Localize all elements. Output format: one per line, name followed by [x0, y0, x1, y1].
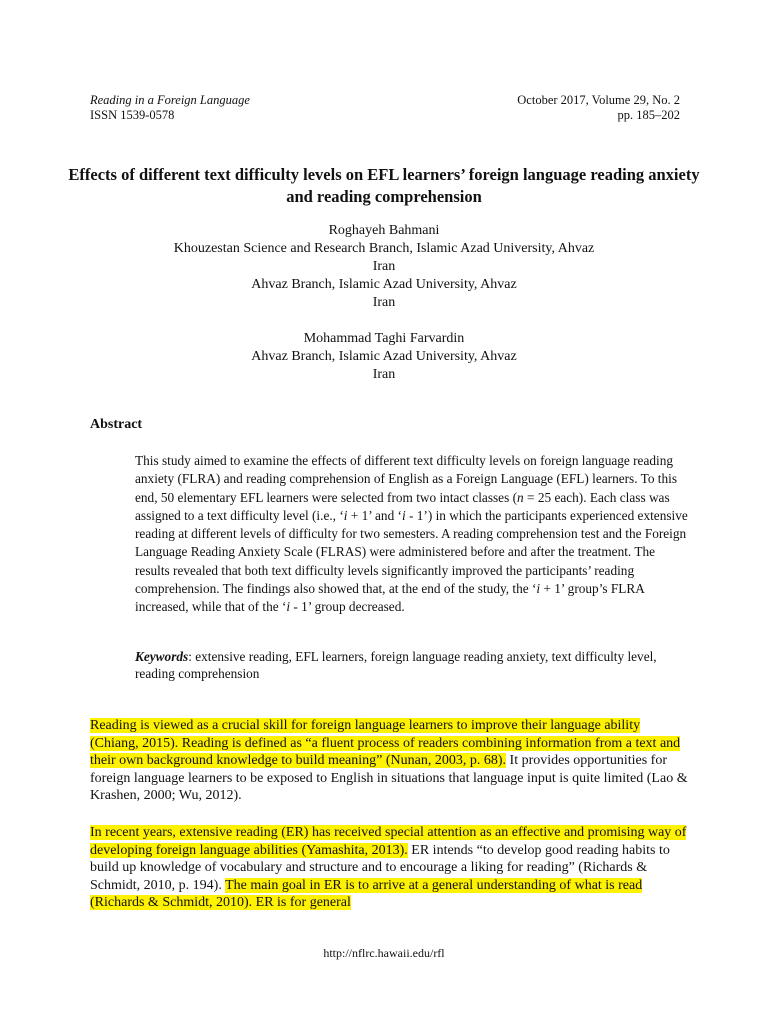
- author-country: Iran: [372, 259, 396, 274]
- keywords-label: Keywords: [135, 649, 189, 664]
- paper-title: Effects of different text difficulty levels on EFL learners’ foreign language reading anxiety and reading comprehension: [68, 165, 700, 206]
- issue-header: [517, 93, 680, 123]
- author-name: Mohammad Taghi Farvardin: [303, 331, 465, 346]
- page-range: pp. 185–202: [617, 108, 680, 122]
- author-country: Iran: [372, 295, 396, 310]
- footer-url[interactable]: http://nflrc.hawaii.edu/rfl: [323, 946, 445, 960]
- author-affiliation: Khouzestan Science and Research Branch, Islamic Azad University, Ahvaz: [173, 241, 595, 256]
- author-affiliation: Ahvaz Branch, Islamic Azad University, Ahvaz: [251, 277, 517, 292]
- keywords: [135, 648, 688, 682]
- issn: ISSN 1539-0578: [90, 108, 175, 122]
- author-name: Roghayeh Bahmani: [328, 223, 440, 238]
- journal-name: Reading in a Foreign Language: [90, 93, 250, 107]
- keywords-list: : extensive reading, EFL learners, foreign language reading anxiety, text difficulty level, reading comprehension: [135, 649, 657, 681]
- issue-info: October 2017, Volume 29, No. 2: [517, 93, 680, 107]
- highlighted-text: Reading is viewed as a crucial skill for foreign language learners to improve their language ability (Chiang, 2015). Reading is defined as “a fluent process of readers combining information from a text and their own background knowledge to build meaning” (Nunan, 2003, p. 68).: [90, 718, 681, 768]
- author-affiliation: Ahvaz Branch, Islamic Azad University, Ahvaz: [251, 349, 517, 364]
- highlighted-text: The main goal in ER is to arrive at a general understanding of what is read (Richards & Schmidt, 2010). ER is for general: [90, 877, 643, 910]
- highlighted-text: In recent years, extensive reading (ER) has received special attention as an effective and promising way of developing foreign language abilities (Yamashita, 2013).: [90, 825, 687, 858]
- author-block: [60, 222, 708, 384]
- body-paragraph: In recent years, extensive reading (ER) has received special attention as an effective and promising way of developing foreign language abilities (Yamashita, 2013). ER intends “to develop good reading habits to build up knowledge of vocabulary and structure and to encourage a liking for reading” (Richards & Schmidt, 2010, p. 194). The main goal in ER is to arrive at a general understanding of what is read (Richards & Schmidt, 2010). ER is for general: [90, 825, 687, 910]
- abstract-heading: Abstract: [90, 417, 143, 432]
- author-country: Iran: [372, 367, 396, 382]
- body-paragraph: Reading is viewed as a crucial skill for foreign language learners to improve their language ability (Chiang, 2015). Reading is defined as “a fluent process of readers combining information from a text and their own background knowledge to build meaning” (Nunan, 2003, p. 68). It provides opportunities for foreign language learners to be exposed to English in situations that language input is quite limited (Lao & Krashen, 2000; Wu, 2012).: [90, 718, 688, 803]
- journal-header: [90, 93, 250, 123]
- abstract-text: This study aimed to examine the effects of different text difficulty levels on foreign language reading anxiety (FLRA) and reading comprehension of English as a Foreign Language (EFL) learners. To this end, 50 elementary EFL learners were selected from two intact classes (n = 25 each). Each class was assigned to a text difficulty level (i.e., ‘i + 1’ and ‘i - 1’) in which the participants experienced extensive reading at different levels of difficulty for two semesters. A reading comprehension test and the Foreign Language Reading Anxiety Scale (FLRAS) were administered before and after the treatment. The results revealed that both text difficulty levels significantly improved the participants’ reading comprehension. The findings also showed that, at the end of the study, the ‘i + 1’ group’s FLRA increased, while that of the ‘i - 1’ group decreased.: [135, 453, 688, 615]
